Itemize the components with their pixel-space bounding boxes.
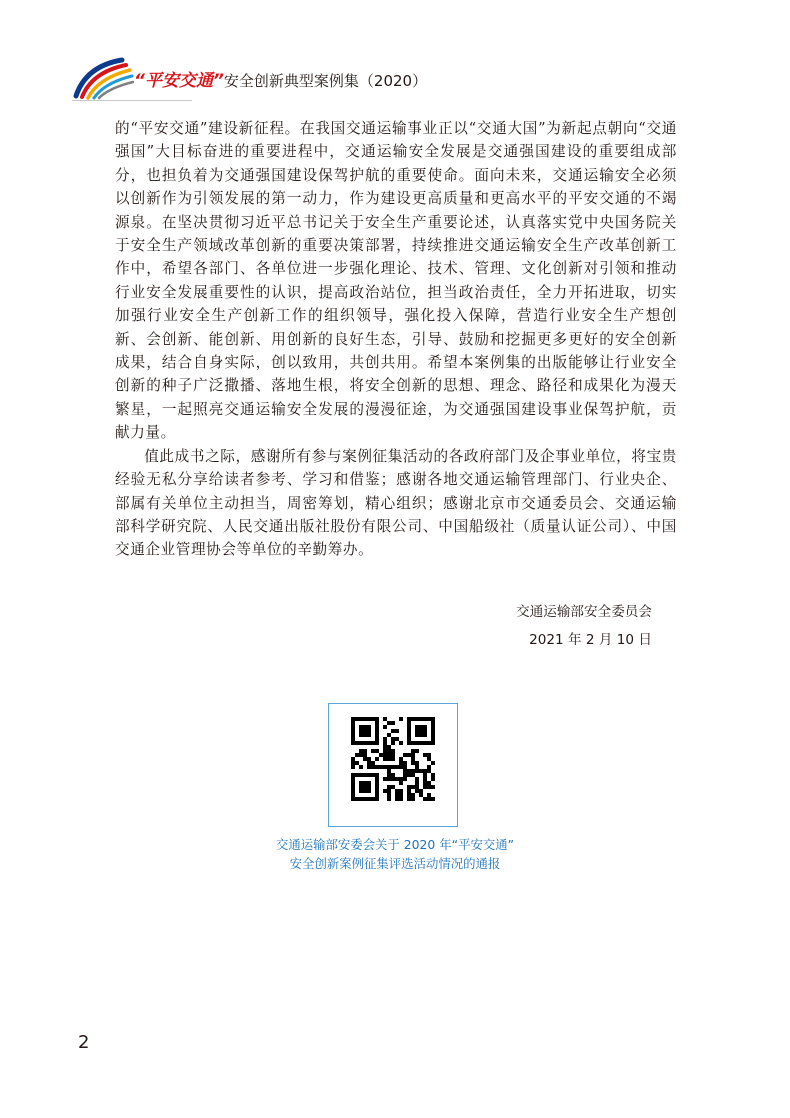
running-header bbox=[72, 56, 472, 100]
header-title-rest: 安全创新典型案例集（2020） bbox=[223, 72, 428, 90]
swoosh-logo-icon bbox=[72, 56, 136, 100]
qr-caption-line1: 交通运输部安委会关于 2020 年“平安交通” bbox=[275, 837, 515, 852]
header-title bbox=[134, 66, 427, 91]
body-text bbox=[115, 117, 677, 562]
qr-caption-line2: 安全创新案例征集评选活动情况的通报 bbox=[289, 856, 501, 871]
qr-code-icon bbox=[351, 717, 435, 801]
header-divider bbox=[72, 100, 192, 101]
book-logo bbox=[72, 56, 136, 100]
page-number: 2 bbox=[78, 1032, 90, 1053]
paragraph-continued: 的“平安交通”建设新征程。在我国交通运输事业正以“交通大国”为新起点朝向“交通强国”大目标奋进的重要进程中，交通运输安全发展是交通强国建设的重要组成部分，也担负着为交通强国建设保驾护航的重要使命。面向未来，交通运输安全必须以创新作为引领发展的第一动力，作为建设更高质量和更高水平的平安交通的不竭源泉。在坚决贯彻习近平总书记关于安全生产重要论述，认真落实党中央国务院关于安全生产领域改革创新的重要决策部署，持续推进交通运输安全生产改革创新工作中，希望各部门、各单位进一步强化理论、技术、管理、文化创新对引领和推动行业安全发展重要性的认识，提高政治站位，担当政治责任，全力开拓进取，切实加强行业安全生产创新工作的组织领导，强化投入保障，营造行业安全生产想创新、会创新、能创新、用创新的良好生态，引导、鼓励和挖掘更多更好的安全创新成果，结合自身实际，创以致用，共创共用。希望本案例集的出版能够让行业安全创新的种子广泛撒播、落地生根，将安全创新的思想、理念、路径和成果化为漫天繁星，一起照亮交通运输安全发展的漫漫征途，为交通强国建设事业保驾护航，贡献力量。 bbox=[115, 120, 677, 442]
header-brand: “平安交通” bbox=[134, 71, 224, 91]
paragraph-acknowledgements: 值此成书之际，感谢所有参与案例征集活动的各政府部门及企事业单位，将宝贵经验无私分享给读者参考、学习和借鉴；感谢各地交通运输管理部门、行业央企、部属有关单位主动担当，周密筹划，精心组织；感谢北京市交通委员会、交通运输部科学研究院、人民交通出版社股份有限公司、中国船级社（质量认证公司）、中国交通企业管理协会等单位的辛勤筹办。 bbox=[115, 447, 677, 559]
signature-date: 2021 年 2 月 10 日 bbox=[529, 632, 652, 648]
qr-code-frame bbox=[328, 703, 458, 827]
signature-org: 交通运输部安全委员会 bbox=[516, 604, 652, 620]
